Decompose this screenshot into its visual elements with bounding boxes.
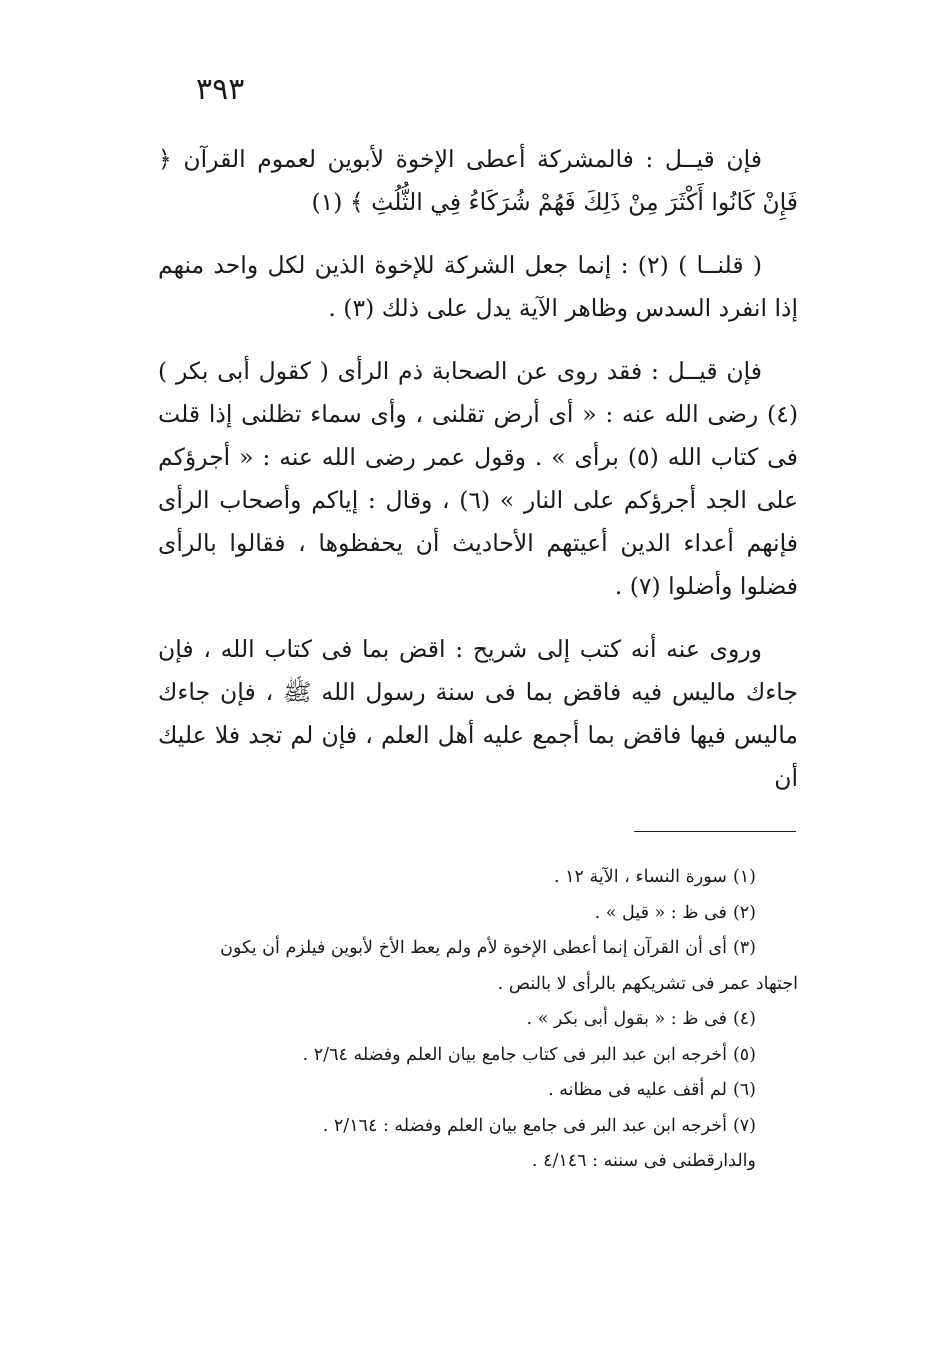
footnote-text: لم أقف عليه فى مظانه . [548,1080,727,1100]
footnote-text: أخرجه ابن عبد البر فى جامع بيان العلم وفضله : ٢/١٦٤ . [322,1115,727,1136]
footnote-number: (٣) [732,938,756,958]
footnote-continuation [158,1144,798,1180]
footnote [158,1038,798,1074]
footnote [158,931,798,967]
footnote-text: فى ظ : « قيل » . [594,902,727,923]
footnote-number: (٢) [732,902,756,923]
footnote-text: اجتهاد عمر فى تشريكهم بالرأى لا بالنص . [497,973,798,994]
main-text [158,138,798,820]
footnote-number: (٥) [732,1044,756,1065]
footnote-text: فى ظ : « بقول أبى بكر » . [526,1009,727,1029]
footnotes [158,860,798,1180]
footnote [158,896,798,932]
paragraph: ( قلنــا ) (٢) : إنما جعل الشركة للإخوة الذين لكل واحد منهم إذا انفرد السدس وظاهر الآية يدل على ذلك (٣) . [158,251,798,322]
footnote-text: أى أن القرآن إنما أعطى الإخوة لأم ولم يعط الأخ لأبوين فيلزم أن يكون [220,938,727,958]
footnote-text: أخرجه ابن عبد البر فى كتاب جامع بيان العلم وفضله ٢/٦٤ . [302,1044,727,1065]
paragraph: فإن قيــل : فالمشركة أعطى الإخوة لأبوين لعموم القرآن ﴿ فَإِنْ كَانُوا أَكْثَرَ مِنْ ذَلِكَ فَهُمْ شُرَكَاءُ فِي الثُّلُثِ ﴾ (١) [158,145,798,216]
paragraph: وروى عنه أنه كتب إلى شريح : اقض بما فى كتاب الله ، فإن جاءك ماليس فيه فاقض بما فى سنة رسول الله ﷺ ، فإن جاءك ماليس فيها فاقض بما أجمع عليه أهل العلم ، فإن لم تجد فلا عليك أن [158,635,798,792]
footnote-continuation [158,967,798,1003]
paragraph: فإن قيــل : فقد روى عن الصحابة ذم الرأى ( كقول أبى بكر ) (٤) رضى الله عنه : « أى أرض تقلنى ، وأى سماء تظلنى إذا قلت فى كتاب الله (٥) برأى » . وقول عمر رضى الله عنه : « أجرؤكم على الجد أجرؤكم على النار » (٦) ، وقال : إياكم وأصحاب الرأى فإنهم أعداء الدين أعيتهم الأحاديث أن يحفظوها ، فقالوا بالرأى فضلوا وأضلوا (٧) . [158,357,798,600]
footnote-number: (٦) [732,1080,756,1100]
footnote [158,860,798,896]
footnote-text: والدارقطنى فى سننه : ٤/١٤٦ . [531,1151,756,1171]
footnote-number: (٧) [732,1115,756,1136]
footnote-number: (١) [732,867,756,887]
page-number: ٣٩٣ [196,72,245,107]
footnote-text: سورة النساء ، الآية ١٢ . [554,867,727,887]
footnote-number: (٤) [732,1009,756,1029]
footnote [158,1073,798,1109]
footnote-separator [634,831,796,832]
footnote [158,1109,798,1145]
footnote [158,1002,798,1038]
